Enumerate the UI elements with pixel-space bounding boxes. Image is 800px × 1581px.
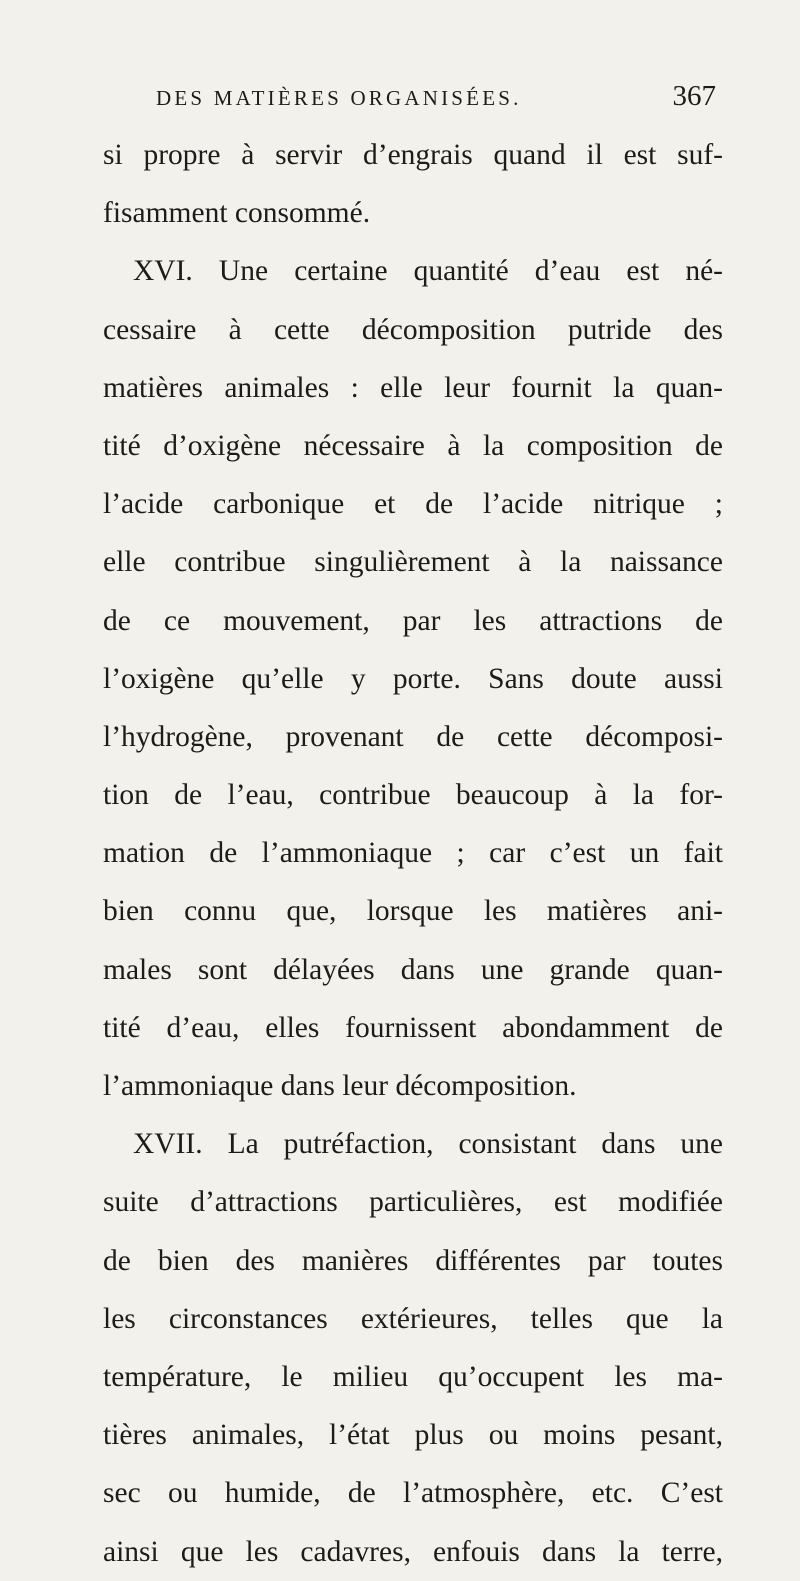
text-line: fisamment consommé. xyxy=(103,197,371,230)
text-line: matières animales : elle leur fournit la quan- xyxy=(103,371,723,404)
text-line: tité d’eau, elles fournissent abondamment de xyxy=(103,1011,723,1044)
text-line: mation de l’ammoniaque ; car c’est un fait xyxy=(103,837,723,870)
running-title: DES MATIÈRES ORGANISÉES. xyxy=(156,86,522,110)
text-line: ainsi que les cadavres, enfouis dans la terre, xyxy=(103,1535,723,1568)
text-line: l’oxigène qu’elle y porte. Sans doute aussi xyxy=(103,662,723,695)
text-line: sec ou humide, de l’atmosphère, etc. C’est xyxy=(103,1477,723,1510)
body-text xyxy=(103,126,723,1581)
text-line: l’ammoniaque dans leur décomposition. xyxy=(103,1070,577,1102)
running-head xyxy=(156,80,716,120)
text-line: males sont délayées dans une grande quan- xyxy=(103,953,723,986)
text-line: tion de l’eau, contribue beaucoup à la for- xyxy=(103,779,723,812)
text-line: suite d’attractions particulières, est modifiée xyxy=(103,1186,723,1219)
text-line: les circonstances extérieures, telles que la xyxy=(103,1302,723,1335)
text-line: de ce mouvement, par les attractions de xyxy=(103,604,723,637)
text-line: l’hydrogène, provenant de cette décomposi- xyxy=(103,720,723,753)
text-line: de bien des manières différentes par toutes xyxy=(103,1244,723,1277)
text-line: tité d’oxigène nécessaire à la composition de xyxy=(103,429,723,462)
text-line: XVII. La putréfaction, consistant dans une xyxy=(133,1128,723,1161)
text-line: XVI. Une certaine quantité d’eau est né- xyxy=(133,255,723,288)
text-line: l’acide carbonique et de l’acide nitrique ; xyxy=(103,488,723,521)
text-line: température, le milieu qu’occupent les ma- xyxy=(103,1360,723,1393)
text-line: elle contribue singulièrement à la naissance xyxy=(103,546,723,579)
text-line: si propre à servir d’engrais quand il est suf- xyxy=(103,139,723,171)
page-number: 367 xyxy=(672,80,716,112)
text-line: tières animales, l’état plus ou moins pesant, xyxy=(103,1419,723,1452)
text-line: bien connu que, lorsque les matières ani- xyxy=(103,895,723,928)
text-line: cessaire à cette décomposition putride des xyxy=(103,313,723,346)
